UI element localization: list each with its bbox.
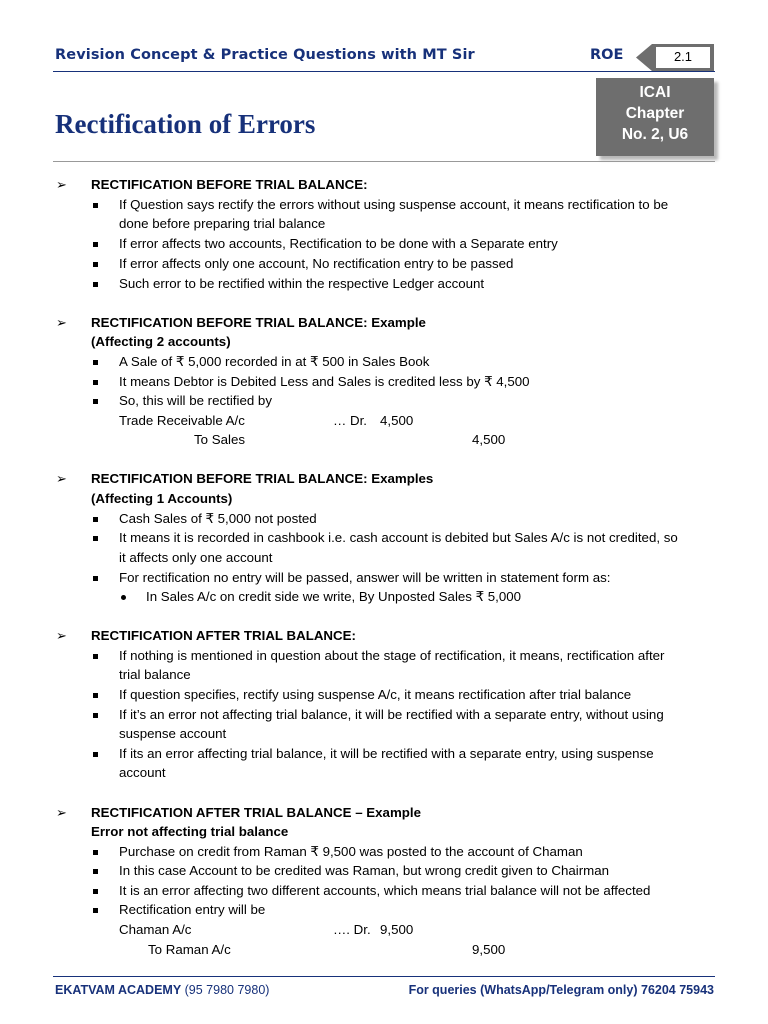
page-title: Rectification of Errors (55, 109, 316, 139)
list-item: It is an error affecting two different accounts, which means trial balance will not be affected (119, 883, 651, 898)
list-item-continued: account (119, 765, 166, 780)
list-item: A Sale of ₹ 5,000 recorded in at ₹ 500 in Sales Book (119, 354, 430, 369)
list-item: It means Debtor is Debited Less and Sales is credited less by ₹ 4,500 (119, 374, 530, 389)
square-bullet-icon (93, 654, 98, 659)
list-item-continued: trial balance (119, 667, 191, 682)
list-item: If it’s an error not affecting trial balance, it will be rectified with a separate entry, without using (119, 707, 664, 722)
square-bullet-icon (93, 399, 98, 404)
badge-line-3: No. 2, U6 (621, 126, 689, 143)
section-subheading: Error not affecting trial balance (91, 824, 289, 839)
square-bullet-icon (93, 203, 98, 208)
arrow-bullet-icon: ➢ (56, 177, 67, 192)
list-item: Purchase on credit from Raman ₹ 9,500 was posted to the account of Chaman (119, 844, 583, 859)
list-item: For rectification no entry will be passed, answer will be written in statement form as: (119, 570, 611, 585)
square-bullet-icon (93, 282, 98, 287)
journal-credit-amount: 9,500 (472, 942, 506, 957)
list-item-continued: it affects only one account (119, 550, 273, 565)
arrow-bullet-icon: ➢ (56, 628, 67, 643)
arrow-bullet-icon: ➢ (56, 315, 67, 330)
list-item: If question specifies, rectify using suspense A/c, it means rectification after trial balance (119, 687, 632, 702)
square-bullet-icon (93, 850, 98, 855)
list-item: So, this will be rectified by (119, 393, 272, 408)
journal-credit-account: To Raman A/c (148, 942, 231, 957)
section-heading: RECTIFICATION AFTER TRIAL BALANCE – Example (91, 805, 421, 820)
list-item: Rectification entry will be (119, 902, 266, 917)
page-number: 2.1 (673, 49, 693, 64)
section-subheading: (Affecting 1 Accounts) (91, 491, 233, 506)
square-bullet-icon (93, 242, 98, 247)
square-bullet-icon (93, 693, 98, 698)
square-bullet-icon (93, 536, 98, 541)
section-heading: RECTIFICATION AFTER TRIAL BALANCE: (91, 628, 356, 643)
list-item: Such error to be rectified within the respective Ledger account (119, 276, 485, 291)
journal-debit-amount: 4,500 (380, 413, 414, 428)
journal-debit-account: Trade Receivable A/c (119, 413, 245, 428)
journal-debit-account: Chaman A/c (119, 922, 192, 937)
journal-debit-marker: … Dr. (333, 413, 367, 428)
square-bullet-icon (93, 576, 98, 581)
round-bullet-icon (121, 595, 126, 600)
journal-credit-account: To Sales (194, 432, 245, 447)
arrow-bullet-icon: ➢ (56, 471, 67, 486)
square-bullet-icon (93, 360, 98, 365)
square-bullet-icon (93, 262, 98, 267)
sub-list-item: In Sales A/c on credit side we write, By Unposted Sales ₹ 5,000 (146, 589, 522, 604)
list-item: Cash Sales of ₹ 5,000 not posted (119, 511, 317, 526)
section-heading: RECTIFICATION BEFORE TRIAL BALANCE: Examples (91, 471, 434, 486)
journal-debit-amount: 9,500 (380, 922, 414, 937)
square-bullet-icon (93, 752, 98, 757)
list-item: If its an error affecting trial balance, it will be rectified with a separate entry, using suspense (119, 746, 654, 761)
square-bullet-icon (93, 889, 98, 894)
square-bullet-icon (93, 908, 98, 913)
chapter-badge (596, 78, 714, 156)
square-bullet-icon (93, 517, 98, 522)
list-item: If Question says rectify the errors without using suspense account, it means rectification to be (119, 197, 669, 212)
page-number-tab (636, 44, 714, 71)
header-chapter-code: ROE (590, 47, 624, 63)
journal-debit-marker: …. Dr. (333, 922, 371, 937)
square-bullet-icon (93, 869, 98, 874)
badge-line-1: ICAI (639, 84, 671, 101)
badge-line-2: Chapter (625, 105, 685, 122)
list-item: It means it is recorded in cashbook i.e. cash account is debited but Sales A/c is not credited, so (119, 530, 678, 545)
list-item: If error affects two accounts, Rectification to be done with a Separate entry (119, 236, 558, 251)
journal-credit-amount: 4,500 (472, 432, 506, 447)
header-title: Revision Concept & Practice Questions with MT Sir (55, 47, 475, 63)
list-item-continued: suspense account (119, 726, 227, 741)
section-heading: RECTIFICATION BEFORE TRIAL BALANCE: (91, 177, 368, 192)
footer-divider (53, 976, 715, 977)
arrow-bullet-icon: ➢ (56, 805, 67, 820)
footer-academy-phone: (95 7980 7980) (184, 983, 270, 997)
list-item: If error affects only one account, No rectification entry to be passed (119, 256, 514, 271)
square-bullet-icon (93, 713, 98, 718)
section-subheading: (Affecting 2 accounts) (91, 334, 231, 349)
list-item: In this case Account to be credited was Raman, but wrong credit given to Chairman (119, 863, 610, 878)
footer-academy (55, 983, 269, 997)
title-divider (53, 161, 715, 162)
footer-academy-name: EKATVAM ACADEMY (55, 983, 182, 997)
header-divider (53, 71, 715, 72)
square-bullet-icon (93, 380, 98, 385)
section-heading: RECTIFICATION BEFORE TRIAL BALANCE: Example (91, 315, 426, 330)
list-item: If nothing is mentioned in question about the stage of rectification, it means, rectification after (119, 648, 665, 663)
list-item-continued: done before preparing trial balance (119, 216, 326, 231)
footer-queries: For queries (WhatsApp/Telegram only) 76204 75943 (408, 983, 714, 997)
